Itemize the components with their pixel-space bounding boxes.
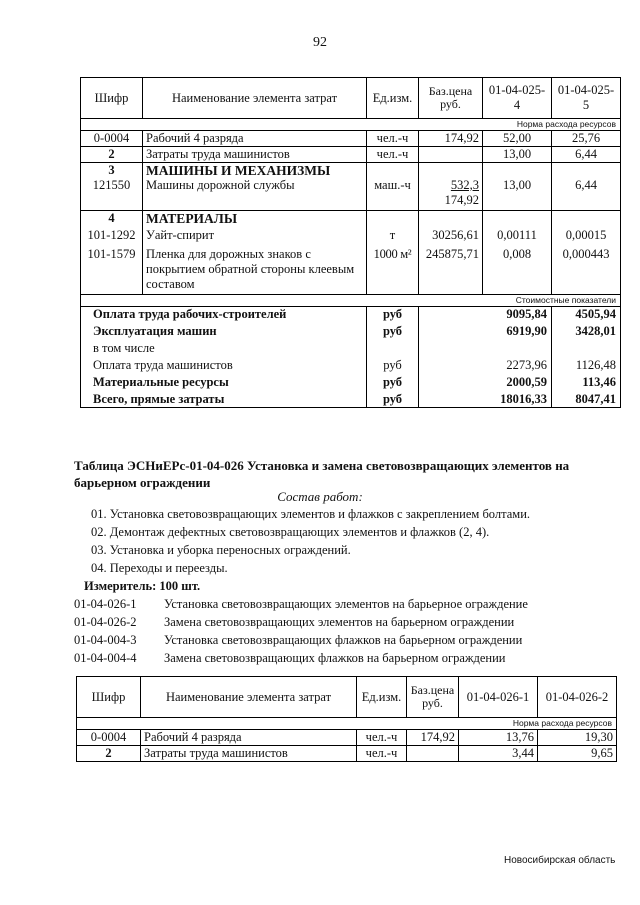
- cost-value-b: [555, 341, 616, 356]
- cost-names: [81, 307, 367, 408]
- machines-price: [419, 163, 483, 211]
- row-value-a: 13,00: [483, 147, 552, 163]
- row-name: Затраты труда машинистов: [143, 147, 367, 163]
- materials-block-b: [552, 211, 621, 295]
- row-code: 101-1292: [87, 228, 136, 242]
- row-code: 2: [81, 147, 143, 163]
- row-value-b: 25,76: [552, 131, 621, 147]
- row-name: Рабочий 4 разряда: [143, 131, 367, 147]
- footer-region: Новосибирская область: [504, 855, 616, 866]
- norm-subheader: Норма расхода ресурсов: [77, 718, 617, 730]
- header-name: Наименование элемента затрат: [141, 677, 357, 718]
- materials-block-codes: [81, 211, 143, 295]
- row-code: 0-0004: [77, 730, 141, 746]
- materials-block-a: [483, 211, 552, 295]
- operation-item: 02. Демонтаж дефектных световозвращающих элементов и флажков (2, 4).: [91, 525, 490, 539]
- code-line: [74, 597, 528, 612]
- row-unit: т: [389, 228, 396, 242]
- header-unit: Ед.изм.: [367, 78, 419, 119]
- cost-name: Эксплуатация машин: [93, 324, 217, 338]
- machines-block-names: [143, 163, 367, 211]
- header-col-a: 01-04-026-1: [459, 677, 538, 718]
- row-unit: чел.-ч: [357, 730, 407, 746]
- table-2: [76, 676, 617, 762]
- cost-values-a: [419, 307, 552, 408]
- cost-value-a: 9095,84: [506, 307, 547, 321]
- cost-value-b: 1126,48: [575, 358, 616, 372]
- cost-unit: руб: [382, 375, 403, 389]
- code-line: [74, 633, 522, 648]
- measure-unit: Измеритель: 100 шт.: [84, 579, 201, 593]
- composition-label: Состав работ:: [277, 489, 363, 504]
- row-name: Затраты труда машинистов: [141, 746, 357, 762]
- row-value-b: 6,44: [552, 163, 621, 211]
- cost-name: Оплата труда рабочих-строителей: [93, 307, 287, 321]
- code-number: 01-04-004-3: [74, 633, 137, 647]
- code-line: [74, 651, 505, 666]
- row-value-a: 13,76: [459, 730, 538, 746]
- row-price: 174,92: [407, 730, 459, 746]
- header-code: Шифр: [77, 677, 141, 718]
- table-title: Таблица ЭСНиЕРс-01-04-026 Установка и замена световозвращающих элементов на барьерном ограждении: [74, 458, 570, 490]
- row-value-b: 6,44: [552, 147, 621, 163]
- price-bottom: 174,92: [444, 193, 479, 207]
- materials-block-names: [143, 211, 367, 295]
- code-text: Замена световозвращающих флажков на барьерном ограждении: [164, 651, 506, 665]
- operation-item: 04. Переходы и переезды.: [91, 561, 228, 575]
- row-price: 174,92: [419, 131, 483, 147]
- header-col-a: 01-04-025-4: [483, 78, 552, 119]
- section-number: 4: [108, 211, 115, 225]
- row-value-a: 52,00: [483, 131, 552, 147]
- cost-value-a: [422, 341, 547, 356]
- row-value-b: 9,65: [538, 746, 617, 762]
- cost-unit: руб: [382, 307, 403, 321]
- row-value-b: 0,00015: [565, 228, 607, 242]
- row-value-a: 0,008: [502, 247, 532, 261]
- cost-units: [367, 307, 419, 408]
- row-name: Пленка для дорожных знаков с покрытием обратной стороны клеевым составом: [146, 247, 355, 291]
- row-unit: чел.-ч: [367, 147, 419, 163]
- row-name: Рабочий 4 разряда: [141, 730, 357, 746]
- cost-value-b: 113,46: [582, 375, 616, 389]
- table-1: [80, 77, 621, 408]
- header-base-price: Баз.цена руб.: [419, 78, 483, 119]
- row-code: 0-0004: [81, 131, 143, 147]
- header-col-b: 01-04-025-5: [552, 78, 621, 119]
- row-unit: маш.-ч: [367, 163, 419, 211]
- row-unit: чел.-ч: [357, 746, 407, 762]
- row-code: 101-1579: [87, 247, 136, 261]
- row-value-a: 3,44: [459, 746, 538, 762]
- row-code: 121550: [92, 178, 131, 192]
- row-value-a: 13,00: [483, 163, 552, 211]
- row-value-a: 0,00111: [497, 228, 537, 242]
- cost-subheader: Стоимостные показатели: [81, 295, 621, 307]
- cost-name: Всего, прямые затраты: [93, 392, 225, 406]
- section-number: 3: [108, 163, 115, 177]
- code-text: Замена световозвращающих элементов на барьерном ограждении: [164, 615, 515, 629]
- header-unit: Ед.изм.: [357, 677, 407, 718]
- header-name: Наименование элемента затрат: [143, 78, 367, 119]
- cost-value-b: 8047,41: [575, 392, 616, 406]
- row-price: [419, 147, 483, 163]
- materials-block-prices: [419, 211, 483, 295]
- cost-unit: руб: [382, 324, 403, 338]
- machines-block-codes: [81, 163, 143, 211]
- code-number: 01-04-026-2: [74, 615, 137, 629]
- cost-value-a: 18016,33: [500, 392, 547, 406]
- cost-values-b: [552, 307, 621, 408]
- row-unit: 1000 м²: [373, 247, 412, 261]
- cost-value-b: 4505,94: [575, 307, 616, 321]
- header-base-price: Баз.цена руб.: [407, 677, 459, 718]
- row-code: 2: [77, 746, 141, 762]
- cost-unit: [370, 341, 415, 356]
- operation-item: 01. Установка световозвращающих элементов и флажков с закреплением болтами.: [91, 507, 531, 521]
- code-text: Установка световозвращающих элементов на барьерное ограждение: [164, 597, 528, 611]
- cost-unit: руб: [382, 392, 403, 406]
- cost-name: в том числе: [93, 341, 155, 355]
- row-name: Уайт-спирит: [146, 228, 215, 242]
- cost-unit: руб: [383, 358, 402, 372]
- cost-value-a: 6919,90: [506, 324, 547, 338]
- code-number: 01-04-026-1: [74, 597, 137, 611]
- operation-item: 03. Установка и уборка переносных ограждений.: [91, 543, 351, 557]
- row-value-b: 0,000443: [562, 247, 610, 261]
- code-line: [74, 615, 514, 630]
- cost-value-a: 2273,96: [506, 358, 547, 372]
- row-name: Машины дорожной службы: [146, 178, 295, 192]
- row-price: 245875,71: [425, 247, 479, 261]
- materials-block-units: [367, 211, 419, 295]
- row-unit: чел.-ч: [367, 131, 419, 147]
- price-top: 532,3: [450, 178, 479, 192]
- row-price: [407, 746, 459, 762]
- section-title: МАШИНЫ И МЕХАНИЗМЫ: [146, 163, 331, 178]
- row-value-b: 19,30: [538, 730, 617, 746]
- section-title: МАТЕРИАЛЫ: [146, 211, 238, 226]
- cost-name: Материальные ресурсы: [93, 375, 229, 389]
- code-text: Установка световозвращающих флажков на барьерном ограждении: [164, 633, 523, 647]
- header-code: Шифр: [81, 78, 143, 119]
- norm-subheader: Норма расхода ресурсов: [81, 119, 621, 131]
- code-number: 01-04-004-4: [74, 651, 137, 665]
- cost-value-b: 3428,01: [575, 324, 616, 338]
- row-price: 30256,61: [432, 228, 479, 242]
- cost-name: Оплата труда машинистов: [93, 358, 233, 372]
- cost-value-a: 2000,59: [506, 375, 547, 389]
- page-number: 92: [313, 35, 327, 50]
- header-col-b: 01-04-026-2: [538, 677, 617, 718]
